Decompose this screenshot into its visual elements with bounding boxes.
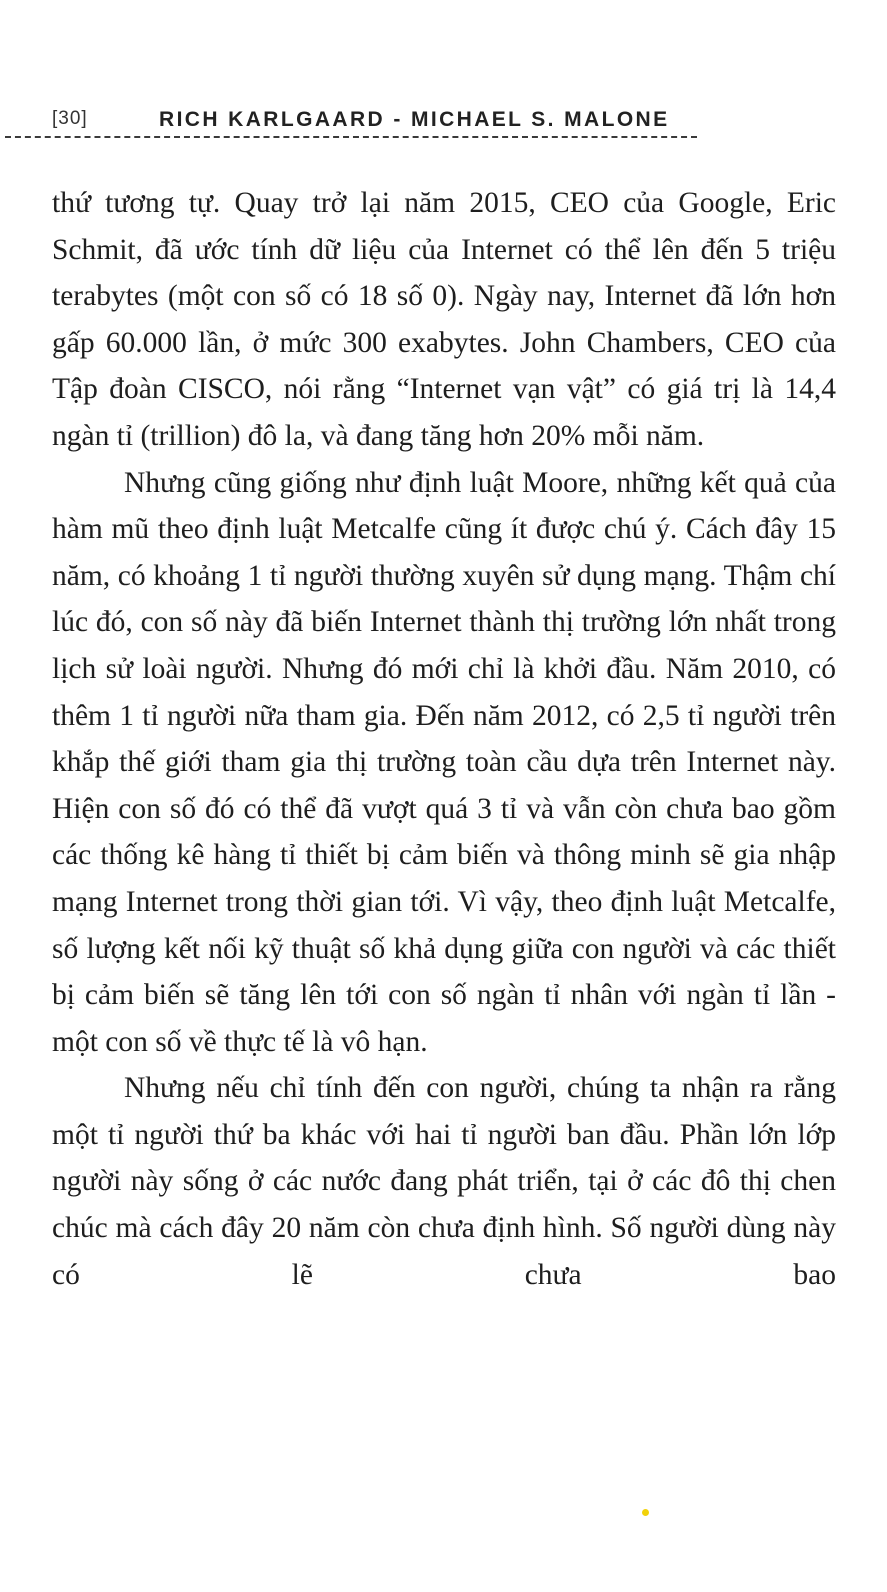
header-dashed-rule: [5, 136, 697, 138]
paragraph-1: thứ tương tự. Quay trở lại năm 2015, CEO của Google, Eric Schmit, đã ước tính dữ liệu của Internet có thể lên đến 5 triệu terabytes (một con số có 18 số 0). Ngày nay, Internet đã lớn hơn gấp 60.000 lần, ở mức 300 exabytes. John Chambers, CEO của Tập đoàn CISCO, nói rằng “Internet vạn vật” có giá trị là 14,4 ngàn tỉ (trillion) đô la, và đang tăng hơn 20% mỗi năm.: [52, 187, 836, 452]
running-title-authors: RICH KARLGAARD - MICHAEL S. MALONE: [159, 108, 670, 131]
paragraph-3: Nhưng nếu chỉ tính đến con người, chúng ta nhận ra rằng một tỉ người thứ ba khác với hai tỉ người ban đầu. Phần lớn lớp người này sống ở các nước đang phát triển, tại ở các đô thị chen chúc mà cách đây 20 năm còn chưa định hình. Số người dùng này có lẽ chưa bao: [52, 1072, 836, 1291]
page-number: [30]: [52, 108, 88, 129]
body-text: [52, 180, 836, 1298]
scan-speck-mark: [642, 1509, 649, 1516]
paragraph-2: Nhưng cũng giống như định luật Moore, những kết quả của hàm mũ theo định luật Metcalfe cũng ít được chú ý. Cách đây 15 năm, có khoảng 1 tỉ người thường xuyên sử dụng mạng. Thậm chí lúc đó, con số này đã biến Internet thành thị trường lớn nhất trong lịch sử loài người. Nhưng đó mới chỉ là khởi đầu. Năm 2010, có thêm 1 tỉ người nữa tham gia. Đến năm 2012, có 2,5 tỉ người trên khắp thế giới tham gia thị trường toàn cầu dựa trên Internet này. Hiện con số đó có thể đã vượt quá 3 tỉ và vẫn còn chưa bao gồm các thống kê hàng tỉ thiết bị cảm biến và thông minh sẽ gia nhập mạng Internet trong thời gian tới. Vì vậy, theo định luật Metcalfe, số lượng kết nối kỹ thuật số khả dụng giữa con người và các thiết bị cảm biến sẽ tăng lên tới con số ngàn tỉ nhân với ngàn tỉ lần - một con số về thực tế là vô hạn.: [52, 466, 836, 1058]
page-header: [52, 108, 692, 138]
